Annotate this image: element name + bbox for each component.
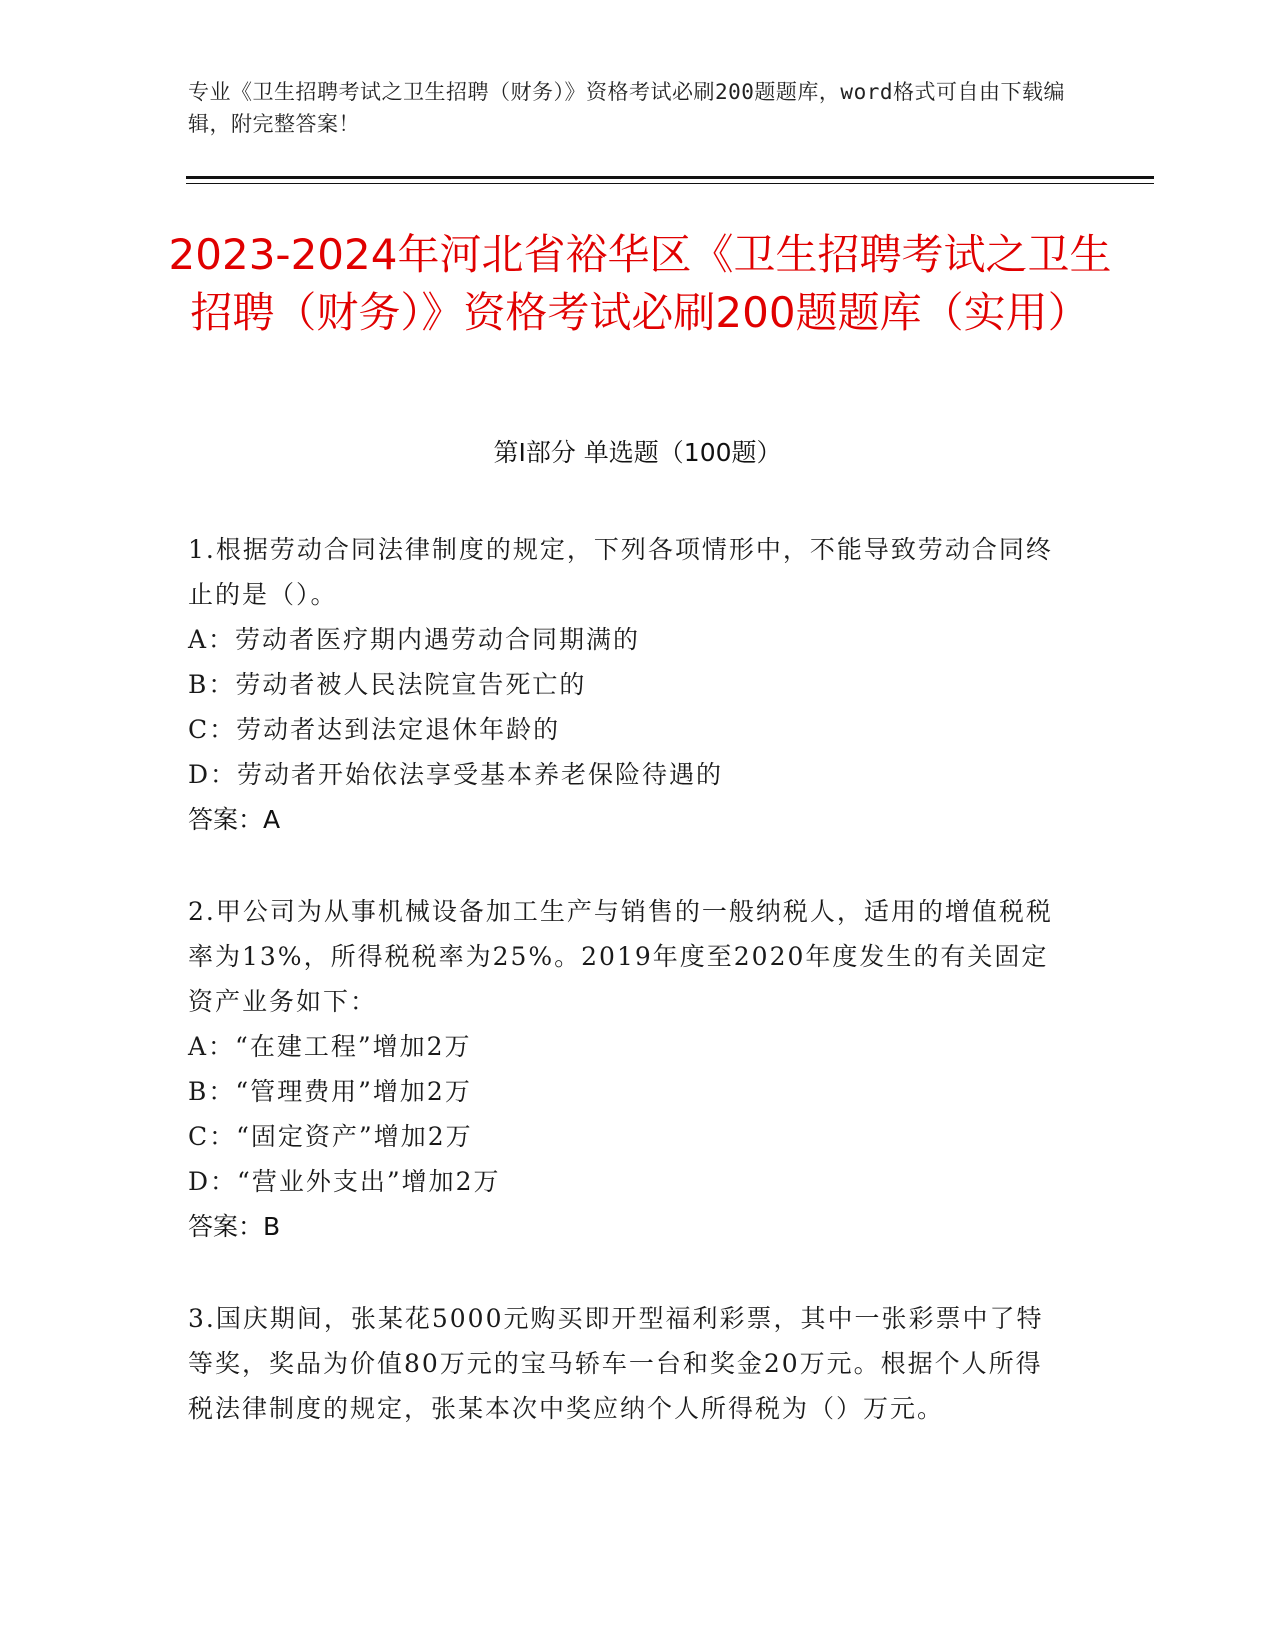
question-spacer	[188, 842, 1068, 889]
option-c: C：劳动者达到法定退休年龄的	[188, 715, 561, 744]
answer-line: 答案：A	[188, 805, 281, 834]
header-divider-thin	[186, 183, 1154, 184]
option-d: D：劳动者开始依法享受基本养老保险待遇的	[188, 760, 724, 789]
option-b: B：劳动者被人民法院宣告死亡的	[188, 670, 587, 699]
question-stem: 1.根据劳动合同法律制度的规定，下列各项情形中，不能导致劳动合同终止的是（）。	[188, 535, 1053, 609]
question-2	[188, 889, 1068, 1249]
document-title: 2023-2024年河北省裕华区《卫生招聘考试之卫生招聘（财务）》资格考试必刷200题题库（实用）	[168, 230, 1112, 337]
question-3	[188, 1296, 1068, 1431]
question-1	[188, 527, 1068, 842]
question-stem: 3.国庆期间，张某花5000元购买即开型福利彩票，其中一张彩票中了特等奖，奖品为价值80万元的宝马轿车一台和奖金20万元。根据个人所得税法律制度的规定，张某本次中奖应纳个人所得税为（）万元。	[188, 1304, 1044, 1423]
option-d: D：“营业外支出”增加2万	[188, 1167, 501, 1196]
answer-line: 答案：B	[188, 1212, 281, 1241]
option-a: A：劳动者医疗期内遇劳动合同期满的	[188, 625, 641, 654]
option-b: B：“管理费用”增加2万	[188, 1077, 472, 1106]
question-spacer	[188, 1249, 1068, 1296]
section-heading: 第I部分 单选题（100题）	[493, 438, 782, 467]
question-list	[188, 527, 1068, 1431]
header-divider-thick	[186, 176, 1154, 179]
header-note: 专业《卫生招聘考试之卫生招聘（财务）》资格考试必刷200题题库，word格式可自由下载编辑，附完整答案！	[188, 80, 1065, 136]
question-stem: 2.甲公司为从事机械设备加工生产与销售的一般纳税人，适用的增值税税率为13%，所得税税率为25%。2019年度至2020年度发生的有关固定资产业务如下：	[188, 897, 1053, 1016]
option-c: C：“固定资产”增加2万	[188, 1122, 473, 1151]
option-a: A：“在建工程”增加2万	[188, 1032, 472, 1061]
